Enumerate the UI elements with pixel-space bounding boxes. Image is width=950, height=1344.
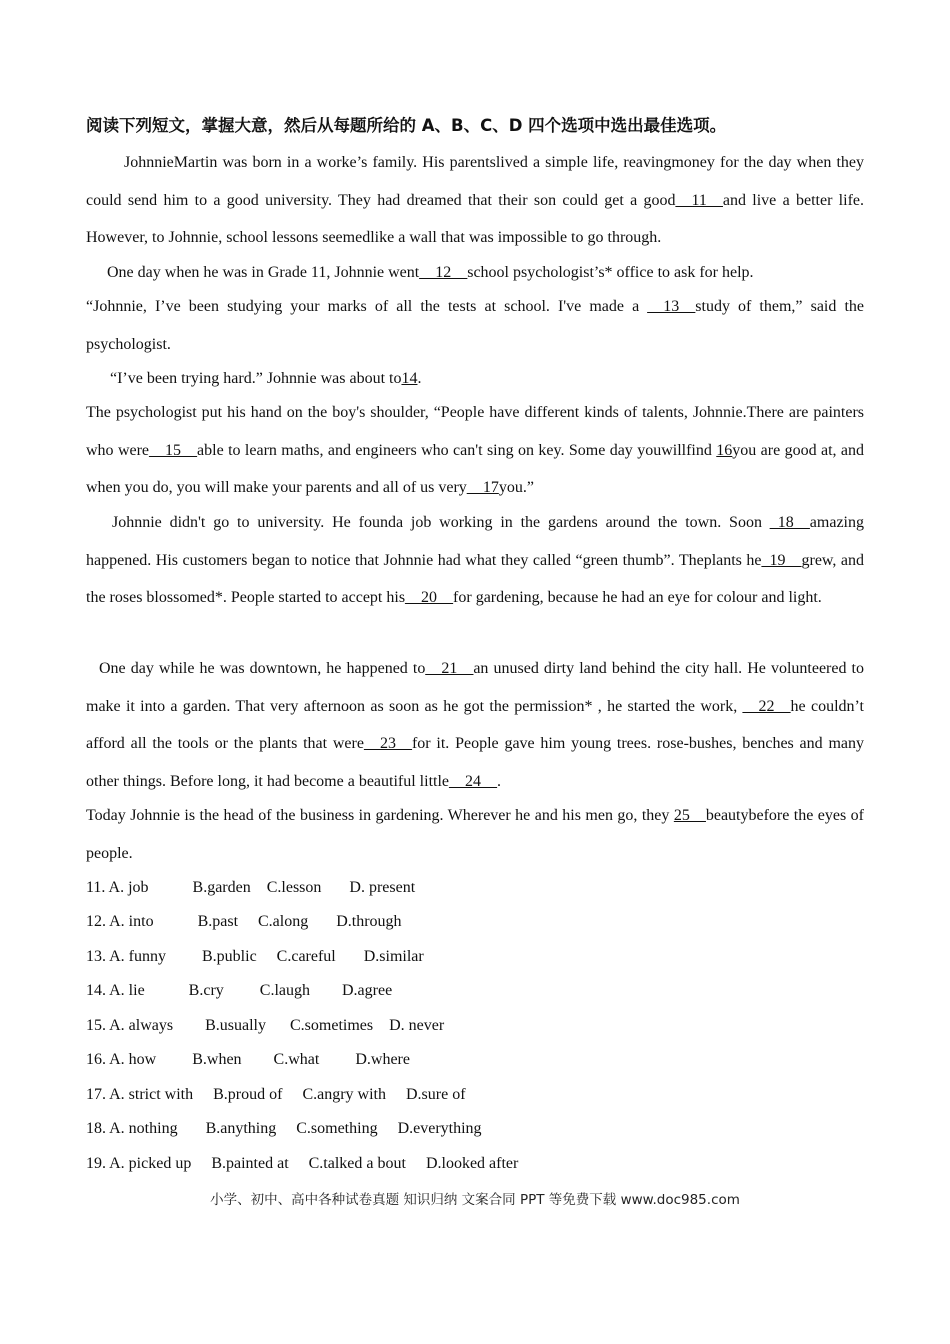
blank-21: __21__ <box>425 660 474 677</box>
blank-22: __22__ <box>742 697 791 715</box>
question-11-options: 11. A. job B.garden C.lesson D. present <box>86 879 416 896</box>
paragraph-3 <box>86 288 864 363</box>
paragraph-8 <box>86 797 864 872</box>
paragraph-text: for gardening, because he had an eye for colour and light. <box>453 589 822 606</box>
paragraph-text: grew, and the roses blossomed*. People started to accept his <box>86 551 865 606</box>
blank-23: __23__ <box>363 735 412 752</box>
paragraph-text: Johnnie didn't go to university. He founda job working in the gardens around the town. Soon <box>112 514 770 531</box>
question-13-options: 13. A. funny B.public C.careful D.similar <box>86 948 424 965</box>
question-12-options: 12. A. into B.past C.along D.through <box>86 913 402 930</box>
paragraph-4 <box>86 360 864 398</box>
paragraph-text: “I’ve been trying hard.” Johnnie was about to <box>110 370 402 387</box>
blank-16: 16 <box>716 441 733 459</box>
paragraph-text: “Johnnie, I’ve been studying your marks of all the tests at school. I've made a <box>86 298 648 315</box>
paragraph-text: The psychologist put his hand on the boy's shoulder, “People have different kinds of talents, Johnnie.There are painters who were <box>86 404 864 459</box>
paragraph-text: One day when he was in Grade 11, Johnnie went <box>107 264 420 281</box>
question-19-options: 19. A. picked up B.painted at C.talked a bout D.looked after <box>86 1155 519 1172</box>
paragraph-text: he couldn’t afford all the tools or the plants that were <box>86 697 864 752</box>
blank-25: 25__ <box>673 807 706 824</box>
paragraph-text: JohnnieMartin was born in a worke’s family. His parentslived a simple life, reavingmoney for the day when they could send him to a good university. They had dreamed that their son could get a good <box>86 154 864 209</box>
blank-11: __11__ <box>675 191 723 209</box>
paragraph-text: you.” <box>498 479 534 496</box>
paragraph-text: Today Johnnie is the head of the business in gardening. Wherever he and his men go, they <box>86 807 674 824</box>
instructions-heading: 阅读下列短文，掌握大意，然后从每题所给的 A、B、C、D 四个选项中选出最佳选项。 <box>86 116 727 135</box>
paragraph-text: amazing happened. His customers began to notice that Johnnie had what they called “green thumb”. Theplants he <box>86 514 864 569</box>
blank-24: __24__ <box>449 772 498 790</box>
question-14-options: 14. A. lie B.cry C.laugh D.agree <box>86 982 393 999</box>
blank-15: __15__ <box>149 441 198 459</box>
paragraph-text: study of them,” said the psychologist. <box>86 298 864 353</box>
blank-17: __17 <box>466 479 499 496</box>
paragraph-2 <box>86 254 864 292</box>
blank-20: __20__ <box>405 589 454 606</box>
blank-12: __12__ <box>419 264 468 281</box>
paragraph-text: and live a better life. However, to Johnnie, school lessons seemedlike a wall that was impossible to go through. <box>86 191 865 246</box>
blank-14: 14 <box>401 370 418 387</box>
blank-19: _19__ <box>761 551 802 569</box>
paragraph-7 <box>86 650 864 800</box>
question-15-options: 15. A. always B.usually C.sometimes D. never <box>86 1017 445 1034</box>
question-16-options: 16. A. how B.when C.what D.where <box>86 1051 410 1068</box>
paragraph-text: an unused dirty land behind the city hall. He volunteered to make it into a garden. That very afternoon as soon as he got the permission* , he started the work, <box>86 660 864 715</box>
blank-18: _18__ <box>769 514 810 531</box>
blank-13: __13__ <box>647 298 696 315</box>
paragraph-text: for it. People gave him young trees. rose-bushes, benches and many other things. Before long, it had become a beautiful little <box>86 735 865 790</box>
paragraph-1 <box>86 144 864 257</box>
paragraph-text: . <box>497 772 502 790</box>
paragraph-text: . <box>417 370 422 387</box>
paragraph-text: able to learn maths, and engineers who can't sing on key. Some day youwillfind <box>197 441 717 459</box>
paragraph-6 <box>86 504 864 617</box>
paragraph-5 <box>86 394 864 507</box>
paragraph-text: One day while he was downtown, he happened to <box>99 660 426 677</box>
page-footer: 小学、初中、高中各种试卷真题 知识归纳 文案合同 PPT 等免费下载 www.doc985.com <box>210 1192 740 1208</box>
question-18-options: 18. A. nothing B.anything C.something D.everything <box>86 1120 482 1137</box>
question-17-options: 17. A. strict with B.proud of C.angry with D.sure of <box>86 1086 466 1103</box>
paragraph-text: you are good at, and when you do, you will make your parents and all of us very <box>86 441 865 496</box>
paragraph-text: school psychologist’s* office to ask for help. <box>467 264 754 281</box>
paragraph-text: beautybefore the eyes of people. <box>86 807 865 862</box>
